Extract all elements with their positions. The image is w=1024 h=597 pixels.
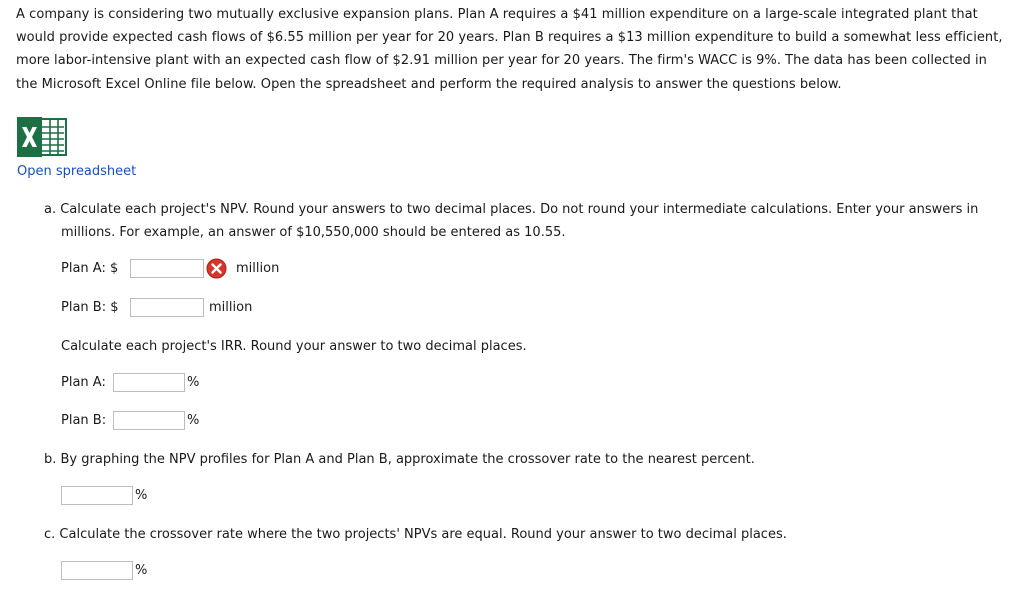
excel-icon[interactable] [16,116,68,158]
plan-a-irr-label: Plan A: [61,375,106,390]
plan-a-npv-label: Plan A: $ [61,261,119,276]
crossover-rate-unit: % [135,563,148,578]
plan-b-irr-unit: % [187,413,200,428]
plan-b-npv-input[interactable] [130,298,204,317]
crossover-approx-input[interactable] [61,486,133,505]
crossover-approx-unit: % [135,488,148,503]
question-a-npv-prompt [44,198,978,244]
open-spreadsheet-link[interactable]: Open spreadsheet [17,164,137,179]
plan-a-npv-unit: million [236,261,280,276]
question-a-line2: millions. For example, an answer of $10,550,000 should be entered as 10.55. [61,225,566,240]
plan-b-npv-label: Plan B: $ [61,300,119,315]
error-x-icon [206,258,227,279]
plan-a-npv-input[interactable] [130,259,204,278]
plan-b-irr-input[interactable] [113,411,185,430]
crossover-rate-input[interactable] [61,561,133,580]
plan-b-npv-unit: million [209,300,253,315]
question-b-prompt: b. By graphing the NPV profiles for Plan A and Plan B, approximate the crossover rate to the nearest percent. [44,452,755,467]
question-c-prompt: c. Calculate the crossover rate where the two projects' NPVs are equal. Round your answer to two decimal places. [44,527,787,542]
plan-b-irr-label: Plan B: [61,413,107,428]
problem-statement: A company is considering two mutually exclusive expansion plans. Plan A requires a $41 million expenditure on a large-scale integrated plant that would provide expected cash flows of $6.55 million per year for 20 years. Plan B requires a $13 million expenditure to build a somewhat less efficient, more labor-intensive plant with an expected cash flow of $2.91 million per year for 20 years. The firm's WACC is 9%. The data has been collected in the Microsoft Excel Online file below. Open the spreadsheet and perform the required analysis to answer the questions below. [16,7,1003,92]
irr-prompt: Calculate each project's IRR. Round your answer to two decimal places. [61,339,527,354]
plan-a-irr-unit: % [187,375,200,390]
plan-a-irr-input[interactable] [113,373,185,392]
question-a-line1: a. Calculate each project's NPV. Round your answers to two decimal places. Do not round your intermediate calculations. Enter your answers in [44,202,979,217]
